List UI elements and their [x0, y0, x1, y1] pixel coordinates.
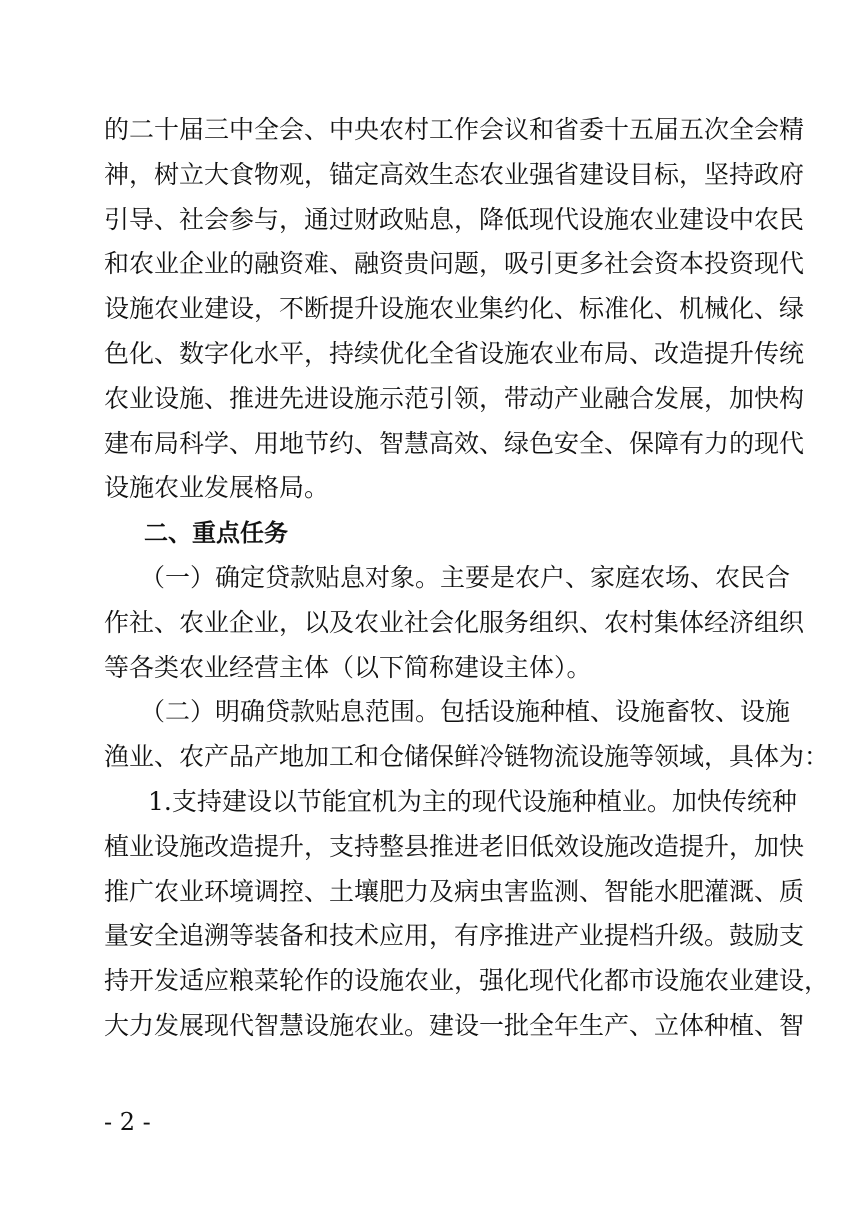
paragraph-first-line: 1.支持建设以节能宜机为主的现代设施种植业。加快传统种: [148, 786, 797, 816]
text-line: 等各类农业经营主体（以下简称建设主体）。: [104, 652, 592, 682]
text-line: 推广农业环境调控、土壤肥力及病虫害监测、智能水肥灌溉、质: [104, 876, 805, 906]
text-line: 大力发展现代智慧设施农业。建设一批全年生产、立体种植、智: [104, 1010, 805, 1040]
section-heading: 二、重点任务: [144, 519, 288, 548]
text-line: 和农业企业的融资难、融资贵问题，吸引更多社会资本投资现代: [104, 249, 805, 279]
text-line: 持开发适应粮菜轮作的设施农业，强化现代化都市设施农业建设，: [104, 966, 830, 996]
text-line: 渔业、农产品产地加工和仓储保鲜冷链物流设施等领域，具体为：: [104, 742, 830, 772]
text-line: 色化、数字化水平，持续优化全省设施农业布局、改造提升传统: [104, 338, 805, 368]
text-line: 神，树立大食物观，锚定高效生态农业强省建设目标，坚持政府: [104, 159, 805, 189]
text-line: 量安全追溯等装备和技术应用，有序推进产业提档升级。鼓励支: [104, 921, 805, 951]
text-line: 的二十届三中全会、中央农村工作会议和省委十五届五次全会精: [104, 115, 805, 144]
text-line: 设施农业建设，不断提升设施农业集约化、标准化、机械化、绿: [104, 294, 805, 324]
page-number: - 2 -: [104, 1108, 151, 1136]
text-line: 植业设施改造提升，支持整县推进老旧低效设施改造提升，加快: [104, 831, 805, 861]
paragraph-first-line: （一）确定贷款贴息对象。主要是农户、家庭农场、农民合: [140, 562, 791, 592]
text-line: 农业设施、推进先进设施示范引领，带动产业融合发展，加快构: [104, 383, 805, 413]
text-line: 引导、社会参与，通过财政贴息，降低现代设施农业建设中农民: [104, 204, 805, 234]
text-line: 设施农业发展格局。: [104, 473, 330, 503]
text-line: 作社、农业企业，以及农业社会化服务组织、农村集体经济组织: [104, 607, 805, 637]
text-line: 建布局科学、用地节约、智慧高效、绿色安全、保障有力的现代: [104, 428, 805, 458]
paragraph-first-line: （二）明确贷款贴息范围。包括设施种植、设施畜牧、设施: [140, 697, 791, 727]
document-body: [104, 108, 830, 1049]
